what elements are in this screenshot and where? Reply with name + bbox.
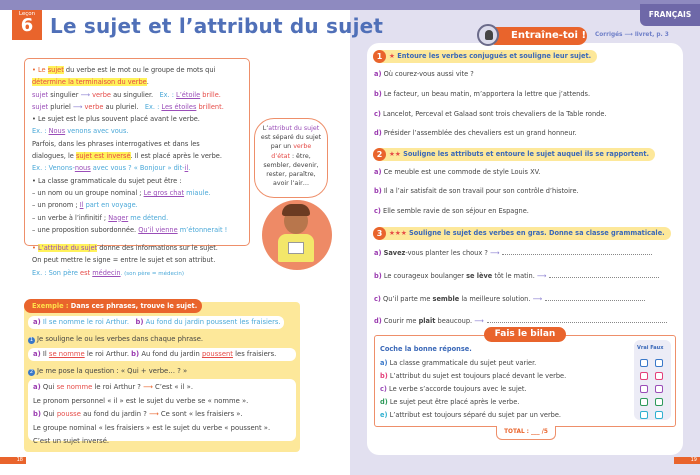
letter: b): [131, 350, 140, 358]
bold-verb: se lève: [466, 272, 493, 280]
page-number-left: 18: [0, 457, 26, 464]
example-label: Ex. :: [144, 102, 162, 111]
highlight: détermine la terminaison du verbe: [32, 78, 147, 87]
example-text: Ex. : Venons-: [32, 164, 75, 173]
bubble-text: L’: [262, 125, 269, 132]
bubble-text: d’état: [271, 152, 290, 160]
sentence: Qu’il parte me: [380, 295, 433, 303]
bold-verb: Savez: [383, 249, 406, 257]
lesson-badge: [12, 10, 42, 40]
letter: b): [374, 90, 382, 98]
arrow-icon: ⟶: [536, 272, 547, 280]
letter: d): [374, 129, 382, 137]
letter: c): [374, 207, 381, 215]
step-1: [28, 335, 203, 344]
rule-text: singulier: [48, 90, 81, 99]
lesson-number: 6: [20, 15, 34, 36]
bubble-text: rester, paraître,: [266, 171, 316, 179]
star-icon: ★★★: [389, 229, 407, 237]
letter: b): [135, 318, 144, 326]
example-subject: Nager: [108, 213, 129, 222]
rule-text: sujet: [32, 102, 49, 111]
highlight: L’attribut du sujet: [38, 244, 98, 253]
example-label: Exemple :: [32, 302, 69, 310]
statement: La classe grammaticale du sujet peut varier.: [387, 359, 537, 367]
sentence: Le courageux boulanger: [381, 272, 467, 280]
exercise-item: [374, 272, 659, 280]
bubble-text: sembler, devenir,: [263, 161, 319, 169]
example-subject: Nous: [48, 127, 66, 136]
statement: Le verbe s’accorde toujours avec le sujet.: [386, 385, 527, 393]
example-subject: il: [184, 164, 189, 173]
example-text: avec vous ? « Bonjour » dit-: [90, 164, 185, 173]
letter: b): [374, 272, 382, 280]
text: Qui: [40, 410, 57, 418]
exercise-item: [374, 70, 474, 78]
letter: a): [380, 359, 388, 367]
text: les fraisiers.: [232, 350, 277, 358]
example-verb: est: [80, 268, 91, 277]
page-number-right: 19: [674, 457, 700, 464]
rule-text: donne des informations sur le sujet.: [97, 244, 218, 253]
subject-tab: FRANÇAIS: [640, 4, 700, 26]
letter: c): [380, 385, 387, 393]
exercise-1-title: [373, 50, 597, 63]
example-subject: Il: [79, 201, 84, 210]
arrow-icon: ⟶: [80, 90, 90, 99]
text: Le groupe nominal « les fraisiers » est le sujet du verbe « poussent ».: [33, 423, 271, 432]
example-text: .: [188, 164, 191, 173]
bilan-item: [380, 372, 566, 380]
bold-verb: semble: [432, 295, 460, 303]
exercise-number: 1: [373, 50, 386, 63]
example-subject: Les étoiles: [161, 102, 197, 111]
exercise-2-title: [373, 148, 655, 161]
rule-text: – un nom ou un groupe nominal ;: [32, 188, 144, 197]
rule-text: On peut mettre le signe = entre le sujet et son attribut.: [32, 256, 216, 265]
rule-text: • Le: [32, 66, 48, 74]
text: Ce sont « les fraisiers ».: [158, 410, 243, 418]
rule-text: – une proposition subordonnée.: [32, 225, 139, 234]
text: C’est un sujet inversé.: [33, 437, 110, 445]
verb: se nomme: [48, 350, 85, 358]
bold-verb: plaît: [418, 317, 436, 325]
example-attribute: médecin: [92, 268, 121, 277]
step-text: Je souligne le ou les verbes dans chaque phrase.: [37, 335, 204, 343]
example-text: . (son père = médecin): [120, 270, 185, 277]
checkbox-e-vrai[interactable]: [640, 411, 648, 419]
bilan-title: Fais le bilan: [484, 327, 566, 342]
letter: b): [380, 372, 388, 380]
bubble-text: : être,: [289, 152, 311, 160]
step-2-answer: [28, 379, 296, 445]
arrow-icon: ⟶: [149, 410, 159, 418]
letter: b): [33, 410, 41, 418]
letter: a): [374, 168, 382, 176]
checkbox-b-vrai[interactable]: [640, 372, 648, 380]
bubble-text: attribut du sujet: [268, 125, 320, 132]
lesson-label: Leçon: [18, 11, 36, 17]
exercise-item: [374, 90, 590, 98]
rule-text: – un verbe à l’infinitif ;: [32, 213, 109, 222]
answer-line[interactable]: [487, 322, 667, 323]
bilan-item: [380, 385, 527, 393]
exercise-number: 3: [373, 227, 386, 240]
highlight: sujet: [47, 66, 64, 74]
entraine-toi-header: Entraîne-toi !: [487, 27, 587, 45]
checkbox-c-faux[interactable]: [655, 385, 663, 393]
checkbox-a-faux[interactable]: [655, 359, 663, 367]
text: C’est « il ».: [152, 383, 194, 391]
rule-text: pluriel: [48, 102, 73, 111]
checkbox-a-vrai[interactable]: [640, 359, 648, 367]
example-header: [24, 299, 202, 313]
bilan-item: [380, 398, 519, 406]
letter: e): [380, 411, 388, 419]
rule-text: verbe: [82, 102, 104, 111]
bullet: •: [32, 244, 38, 253]
example-label: Ex. :: [159, 90, 177, 99]
step-number: 2: [29, 368, 34, 375]
example-text: m’étonnerait !: [177, 225, 228, 234]
col-faux: Faux: [650, 345, 664, 351]
letter: b): [374, 187, 382, 195]
checkbox-c-vrai[interactable]: [640, 385, 648, 393]
boy-illustration: [262, 200, 332, 270]
exercise-item: [374, 110, 606, 118]
statement: L’attribut du sujet est toujours placé devant le verbe.: [387, 372, 567, 380]
arrow-icon: ⟶: [143, 383, 153, 391]
example-subject: L’étoile: [176, 90, 201, 99]
example-text: me détend.: [128, 213, 169, 222]
rule-text: • La classe grammaticale du sujet peut être :: [32, 176, 182, 185]
exercise-item: [374, 317, 667, 325]
rule-box: [24, 58, 250, 277]
rule-text: • Le sujet est le plus souvent placé avant le verbe.: [32, 115, 200, 124]
total-score: TOTAL : ___ /5: [496, 426, 556, 440]
verb: se nomme: [56, 383, 93, 391]
letter: c): [374, 110, 381, 118]
letter: d): [380, 398, 388, 406]
rule-text: dialogues, le: [32, 152, 76, 161]
example-instruction: Dans ces phrases, trouve le sujet.: [68, 302, 198, 310]
step-1-answer: [28, 348, 296, 361]
mascot-icon: [477, 24, 499, 46]
letter: a): [33, 350, 41, 358]
answer-line[interactable]: [502, 254, 652, 255]
exercise-item: [374, 295, 645, 303]
instruction: Souligne les attributs et entoure le sujet auquel ils se rapportent.: [400, 150, 650, 158]
rule-text: du verbe est le mot ou le groupe de mots qui: [63, 66, 216, 74]
instruction: Souligne le sujet des verbes en gras. Donne sa classe grammaticale.: [406, 229, 665, 237]
corriges-link: Corrigés ⟶ livret, p. 3: [595, 32, 669, 38]
rule-text: au pluriel.: [103, 102, 139, 111]
letter: a): [33, 383, 41, 391]
sentence: Le facteur, un beau matin, m’apportera la lettre que j’attends.: [381, 90, 591, 98]
rule-text: au singulier.: [111, 90, 154, 99]
text: Il: [40, 350, 49, 358]
step-text: Je me pose la question : « Qui + verbe… ? »: [37, 367, 188, 375]
example-subject: Qu’il vienne: [138, 225, 178, 234]
bubble-text: avoir l’air…: [272, 180, 310, 188]
text: Qui: [40, 383, 57, 391]
rule-text: – un pronom ;: [32, 201, 80, 210]
sentence: Il a l’air satisfait de son travail pour son contrôle d’histoire.: [381, 187, 579, 195]
letter: c): [374, 295, 381, 303]
instruction: Entoure les verbes conjugués et souligne leur sujet.: [394, 52, 592, 60]
sentence: Lancelot, Perceval et Galaad sont trois chevaliers de la Table ronde.: [380, 110, 607, 118]
rule-text: . Il est placé après le verbe.: [130, 152, 222, 161]
sentence: Courir me: [381, 317, 419, 325]
sentence: Ce meuble est une commode de style Louis XV.: [381, 168, 541, 176]
verb: poussent: [201, 350, 233, 358]
sentence: Il se nomme le roi Arthur.: [40, 318, 129, 326]
sentence: la meilleure solution.: [459, 295, 533, 303]
step-number: 1: [29, 336, 34, 343]
exercise-item: [374, 168, 540, 176]
exercise-number: 2: [373, 148, 386, 161]
rule-text: verbe: [89, 90, 111, 99]
checkbox-d-faux[interactable]: [655, 398, 663, 406]
letter: a): [374, 70, 382, 78]
letter: d): [374, 317, 382, 325]
true-false-panel: [634, 340, 671, 420]
sentence: tôt le matin.: [492, 272, 537, 280]
letter: a): [33, 318, 41, 326]
rule-text: sujet: [32, 90, 49, 99]
checkbox-e-faux[interactable]: [655, 411, 663, 419]
sentence: beaucoup.: [435, 317, 475, 325]
text: le roi Arthur ?: [92, 383, 144, 391]
col-vrai: Vrai: [637, 345, 649, 351]
example-verb: brille.: [200, 90, 221, 99]
star-icon: ★: [389, 52, 395, 60]
bubble-text: est séparé du sujet: [260, 134, 322, 142]
checkbox-d-vrai[interactable]: [640, 398, 648, 406]
statement: L’attribut est toujours séparé du sujet par un verbe.: [387, 411, 562, 419]
exercise-item: [374, 207, 529, 215]
bubble-text: par un: [270, 143, 294, 151]
arrow-icon: ⟶: [489, 249, 500, 257]
rule-text: .: [146, 78, 149, 87]
arrow-icon: ⟶: [474, 317, 484, 325]
statement: Le sujet peut être placé après le verbe.: [387, 398, 520, 406]
bilan-instruction: Coche la bonne réponse.: [380, 345, 472, 353]
rule-text: Parfois, dans les phrases interrogatives et dans les: [32, 139, 200, 148]
answer-line[interactable]: [545, 300, 645, 301]
star-icon: ★★: [389, 150, 401, 158]
sentence: Au fond du jardin poussent les fraisiers.: [143, 318, 281, 326]
exercise-item: [374, 187, 579, 195]
answer-line[interactable]: [549, 277, 659, 278]
arrow-icon: ⟶: [532, 295, 543, 303]
example-text: venons avec vous.: [65, 127, 129, 136]
sentence: Elle semble ravie de son séjour en Espagne.: [380, 207, 529, 215]
notepad-icon: [288, 242, 304, 254]
text: le roi Arthur.: [84, 350, 132, 358]
text: Au fond du jardin: [139, 350, 202, 358]
true-false-header: [637, 345, 663, 351]
speech-bubble: [254, 118, 328, 198]
sentence: -vous planter les choux ?: [405, 249, 490, 257]
exercise-item: [374, 249, 652, 257]
example-verb: brillent.: [196, 102, 224, 111]
arrow-icon: ⟶: [72, 102, 83, 111]
character-hair: [282, 204, 310, 216]
text: au fond du jardin ?: [80, 410, 149, 418]
top-band: [0, 0, 700, 10]
checkbox-b-faux[interactable]: [655, 372, 663, 380]
example-subject: nous: [74, 164, 91, 173]
bilan-item: [380, 411, 561, 419]
step-2: [28, 367, 187, 376]
bubble-text: verbe: [293, 143, 312, 151]
sentence: Présider l’assemblée des chevaliers est un grand honneur.: [381, 129, 577, 137]
sentence: Où courez-vous aussi vite ?: [381, 70, 474, 78]
example-text: part en voyage.: [83, 201, 138, 210]
example-label: Ex. :: [32, 127, 49, 136]
example-sentences: [28, 316, 284, 329]
example-text: miaule.: [184, 188, 211, 197]
bilan-item: [380, 359, 536, 367]
example-text: Ex. : Son père: [32, 268, 81, 277]
exercise-3-title: [373, 227, 671, 240]
letter: a): [374, 249, 382, 257]
highlight: sujet est inversé: [75, 152, 131, 161]
example-subject: Le gros chat: [143, 188, 185, 197]
verb: pousse: [56, 410, 81, 418]
exercise-item: [374, 129, 577, 137]
page-title: Le sujet et l’attribut du sujet: [50, 14, 384, 38]
text: Le pronom personnel « il » est le sujet du verbe se « nomme ».: [33, 396, 249, 405]
